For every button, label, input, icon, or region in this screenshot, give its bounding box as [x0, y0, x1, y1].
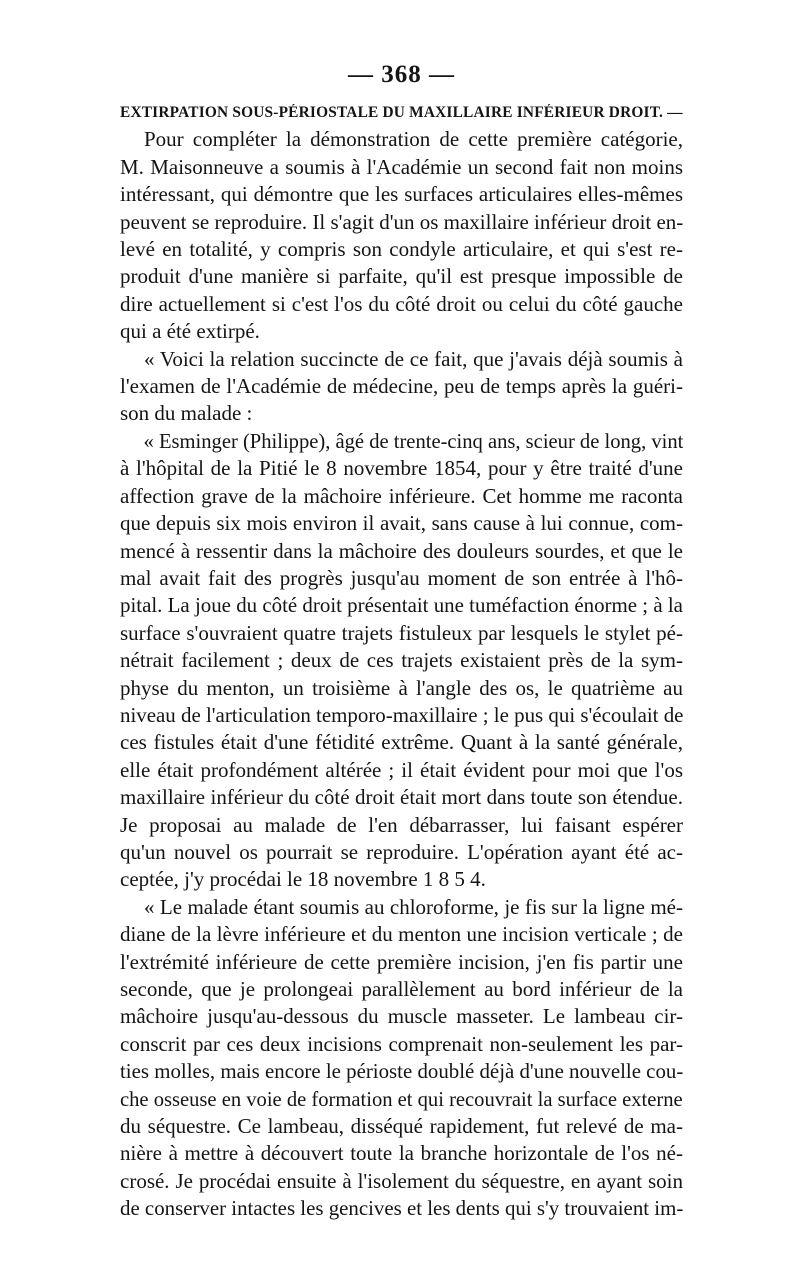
text-line: dire actuellement si c'est l'os du côté droit ou celui du côté gauche [120, 291, 683, 316]
paragraph-1 [120, 126, 683, 345]
text-line: son du malade : [120, 401, 253, 426]
text-line: ces fistules était d'une fétidité extrême. Quant à la santé générale, [120, 730, 683, 755]
text-line: che osseuse en voie de formation et qui recouvrait la surface externe [120, 1086, 683, 1111]
text-line: crosé. Je procédai ensuite à l'isolement du séquestre, en ayant soin [120, 1168, 683, 1193]
paragraph-4 [120, 894, 683, 1223]
text-line: l'examen de l'Académie de médecine, peu de temps après la guéri- [120, 374, 683, 399]
text-line: surface s'ouvraient quatre trajets fistuleux par lesquels le stylet pé- [120, 620, 683, 645]
text-line: « Le malade étant soumis au chloroforme, je fis sur la ligne mé- [144, 894, 683, 919]
page [120, 55, 683, 1223]
text-line: elle était profondément altérée ; il était évident pour moi que l'os [120, 757, 683, 782]
text-line: niveau de l'articulation temporo-maxillaire ; le pus qui s'écoulait de [120, 702, 684, 727]
text-line: du séquestre. Ce lambeau, disséqué rapidement, fut relevé de ma- [120, 1114, 683, 1139]
text-line: ceptée, j'y procédai le 18 novembre 1 8 5 4. [120, 867, 486, 892]
text-line: levé en totalité, y compris son condyle articulaire, et qui s'est re- [120, 237, 683, 262]
text-line: « Esminger (Philippe), âgé de trente-cinq ans, scieur de long, vint [143, 428, 684, 453]
text-line: « Voici la relation succincte de ce fait, que j'avais déjà soumis à [144, 346, 683, 371]
text-line: M. Maisonneuve a soumis à l'Académie un second fait non moins [120, 154, 683, 179]
page-number: — 368 — [348, 61, 455, 88]
text-line: diane de la lèvre inférieure et du menton une incision verticale ; de [120, 922, 683, 947]
text-line: intéressant, qui démontre que les surfaces articulaires elles-mêmes [120, 182, 683, 207]
text-line: de conserver intactes les gencives et les dents qui s'y trouvaient im- [120, 1196, 684, 1221]
text-line: maxillaire inférieur du côté droit était mort dans toute son étendue. [120, 785, 683, 810]
text-line: mal avait fait des progrès jusqu'au moment de son entrée à l'hô- [120, 565, 683, 590]
text-line: nétrait facilement ; deux de ces trajets existaient près de la sym- [120, 648, 683, 673]
text-line: mâchoire jusqu'au-dessous du muscle masseter. Le lambeau cir- [120, 1004, 683, 1029]
text-line: à l'hôpital de la Pitié le 8 novembre 1854, pour y être traité d'une [120, 456, 683, 481]
section-heading-line [120, 97, 683, 126]
text-line: seconde, que je prolongeai parallèlement au bord inférieur de la [120, 977, 683, 1001]
text-line: pital. La joue du côté droit présentait une tuméfaction énorme ; à la [120, 593, 683, 618]
text-line: nière à mettre à découvert toute la branche horizontale de l'os né- [120, 1141, 683, 1166]
text-line: produit d'une manière si parfaite, qu'il est presque impossible de [120, 264, 683, 289]
section-heading: EXTIRPATION SOUS-PÉRIOSTALE DU MAXILLAIRE INFÉRIEUR DROIT. — [120, 104, 683, 121]
text-line: mencé à ressentir dans la mâchoire des douleurs sourdes, et que le [120, 538, 683, 563]
text-line: peuvent se reproduire. Il s'agit d'un os maxillaire inférieur droit en- [120, 209, 684, 234]
text-line: Pour compléter la démonstration de cette première catégorie, [144, 127, 683, 152]
text-line: qu'un nouvel os pourrait se reproduire. L'opération ayant été ac- [120, 839, 683, 864]
text-line: affection grave de la mâchoire inférieure. Cet homme me raconta [120, 483, 683, 508]
text-line: que depuis six mois environ il avait, sans cause à lui connue, com- [120, 511, 683, 536]
text-line: qui a été extirpé. [120, 319, 260, 344]
text-line: ties molles, mais encore le périoste doublé déjà d'une nouvelle cou- [120, 1059, 684, 1084]
paragraph-2 [120, 346, 683, 428]
text-line: l'extrémité inférieure de cette première incision, j'en fis partir une [120, 949, 683, 974]
text-line: conscrit par ces deux incisions comprenait non-seulement les par- [120, 1031, 683, 1056]
text-line: Je proposai au malade de l'en débarrasser, lui faisant espérer [120, 812, 683, 837]
text-line: physe du menton, un troisième à l'angle des os, le quatrième au [120, 675, 683, 700]
body-text [120, 97, 683, 1223]
paragraph-3 [120, 428, 683, 894]
